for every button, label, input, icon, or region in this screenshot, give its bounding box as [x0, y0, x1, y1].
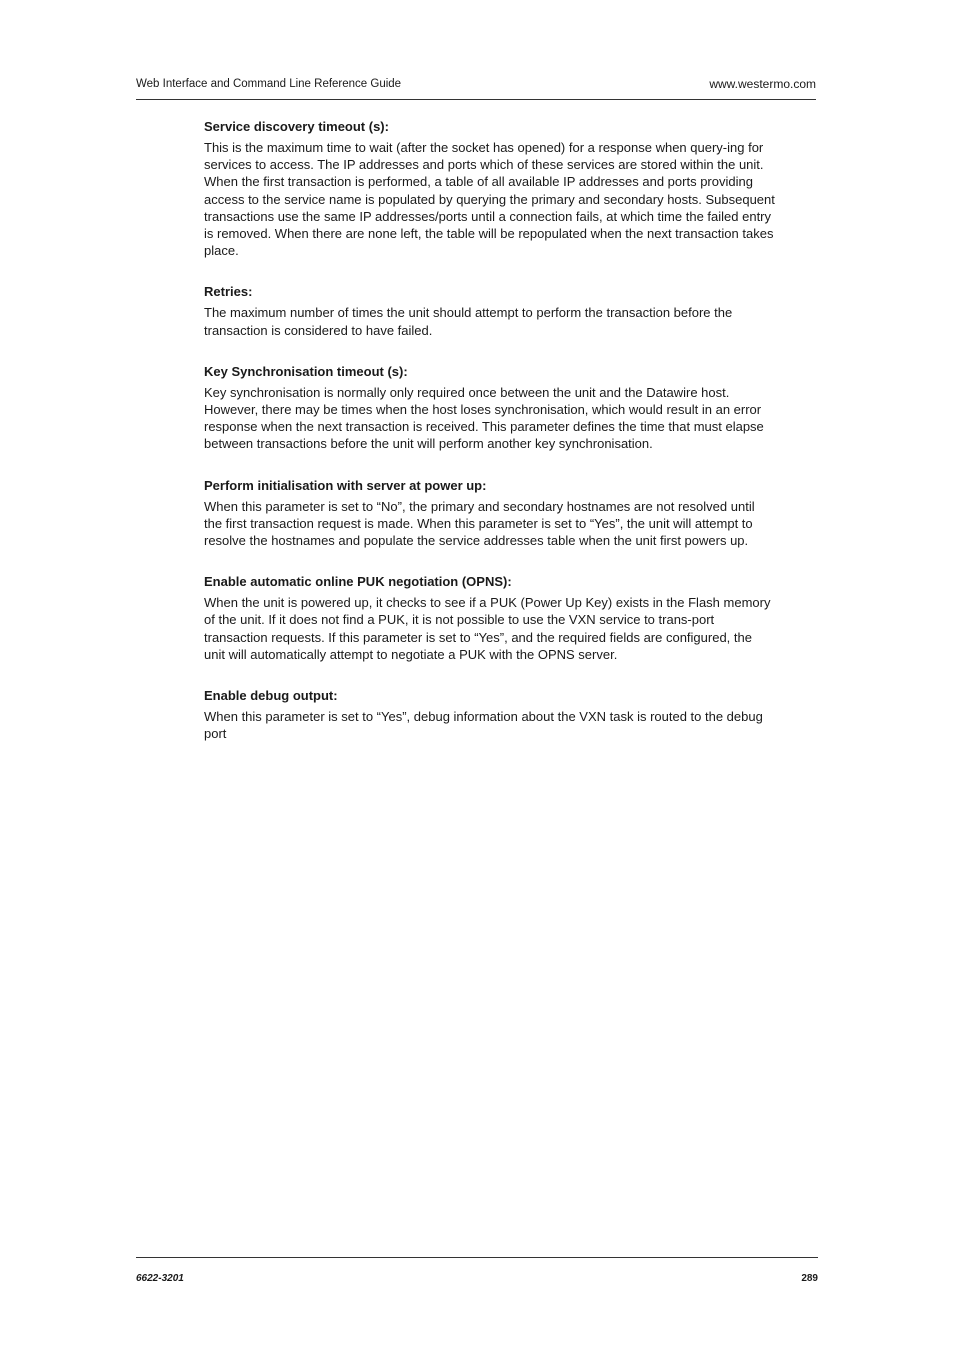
section-body: Key synchronisation is normally only required once between the unit and the Datawire host. However, there may be times when the host loses synchronisation, which would result in an error response when the next transaction is received. This parameter defines the time that must elapse between transactions before the unit will perform another key synchronisation. — [204, 384, 764, 452]
section-title: Service discovery timeout (s): — [204, 119, 389, 134]
page-header — [136, 76, 816, 100]
page-number: 289 — [801, 1273, 818, 1284]
section-key-sync-timeout — [204, 363, 776, 453]
section-body: When the unit is powered up, it checks to see if a PUK (Power Up Key) exists in the Flash memory of the unit. If it does not find a PUK, it is not possible to use the VXN service to trans-port transaction requests. If this parameter is set to “Yes”, and the required fields are configured, the unit will automatically attempt to negotiate a PUK with the OPNS server. — [204, 595, 771, 662]
section-service-discovery-timeout — [204, 118, 776, 259]
website-link[interactable]: www.westermo.com — [709, 77, 816, 91]
section-body: The maximum number of times the unit should attempt to perform the transaction before the transaction is considered to have failed. — [204, 305, 733, 338]
section-debug-output — [204, 687, 776, 742]
section-retries — [204, 283, 776, 338]
section-title: Enable automatic online PUK negotiation (OPNS): — [204, 574, 512, 590]
section-init-power-up — [204, 477, 776, 550]
document-title: Web Interface and Command Line Reference Guide — [136, 78, 402, 90]
section-title: Retries: — [204, 284, 253, 300]
document-number: 6622-3201 — [136, 1273, 184, 1284]
section-puk-negotiation — [204, 573, 776, 663]
section-body: When this parameter is set to “Yes”, debug information about the VXN task is routed to the debug port — [204, 709, 763, 742]
section-title: Key Synchronisation timeout (s): — [204, 363, 408, 379]
section-title: Perform initialisation with server at power up: — [204, 477, 487, 493]
section-body: When this parameter is set to “No”, the primary and secondary hostnames are not resolved until the first transaction request is made. When this parameter is set to “Yes”, the unit will attempt to resolve the hostnames and populate the service addresses table when the unit first powers up. — [204, 498, 755, 549]
page-footer — [136, 1257, 818, 1289]
section-title: Enable debug output: — [204, 688, 338, 704]
main-content — [204, 118, 776, 766]
section-body: This is the maximum time to wait (after the socket has opened) for a response when query-ing for services to access. The IP addresses and ports which of these services are stored within the unit. When the first transaction is performed, a table of all available IP addresses and ports providing access to the service name is populated by querying the primary and secondary hosts. Subsequent transactions use the same IP addresses/ports until a connection fails, at which time the failed entry is removed. When there are none left, the table will be repopulated when the next transaction takes place. — [204, 140, 775, 259]
